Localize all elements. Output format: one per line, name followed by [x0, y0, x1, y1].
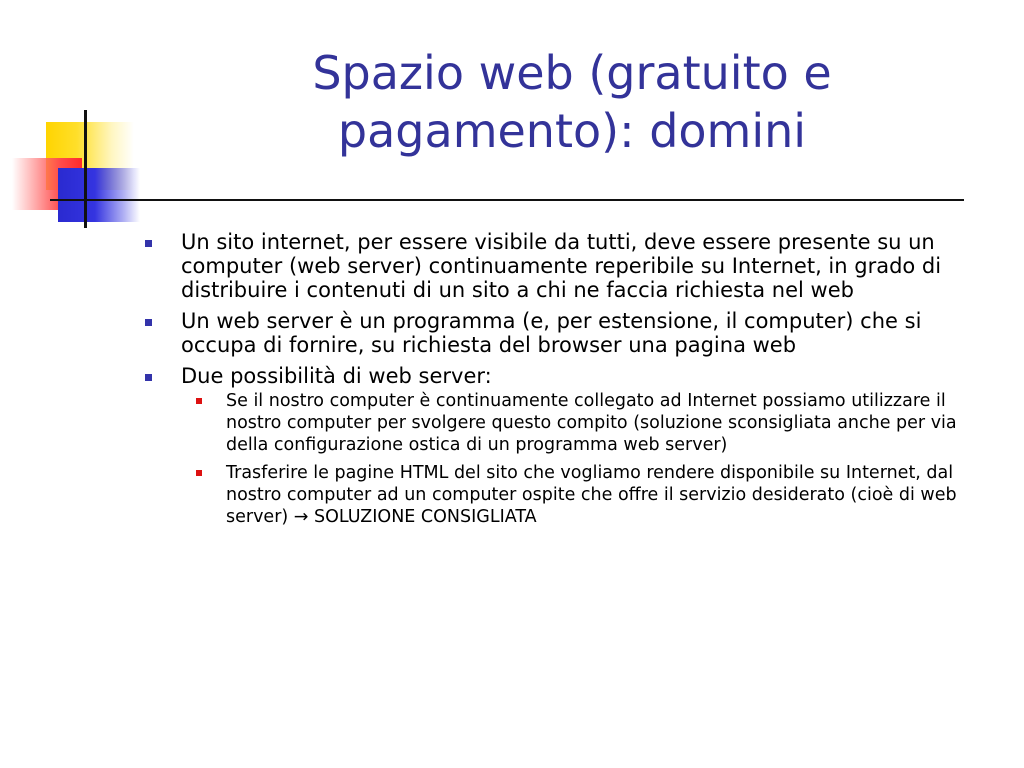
bullet-text: Un sito internet, per essere visibile da tutti, deve essere presente su un computer (web server) continuamente reperibile su Internet, in grado di distribuire i contenuti di un sito a chi ne faccia richiesta nel web: [181, 230, 942, 302]
bullet-text: Un web server è un programma (e, per estensione, il computer) che si occupa di fornire, su richiesta del browser una pagina web: [181, 309, 922, 357]
sub-bullet-item: [181, 462, 980, 528]
title-divider-line: [50, 199, 964, 201]
sub-bullet-item: [181, 390, 980, 456]
red-square-bullet-icon: [196, 398, 202, 404]
slide-content: [140, 230, 1000, 535]
square-bullet-icon: [145, 319, 152, 326]
red-square-bullet-icon: [196, 470, 202, 476]
bullet-list: [140, 230, 1000, 528]
decor-vertical-line: [84, 110, 87, 228]
sub-bullet-text: Se il nostro computer è continuamente collegato ad Internet possiamo utilizzare il nostro computer per svolgere questo compito (soluzione sconsigliata anche per via della configurazione ostica di un programma web server): [226, 391, 957, 455]
square-bullet-icon: [145, 240, 152, 247]
bullet-item: [140, 364, 1003, 528]
sub-bullet-list: [181, 390, 1003, 528]
decor-blue-square: [58, 168, 140, 222]
slide-title: Spazio web (gratuito e pagamento): domini: [312, 46, 832, 158]
bullet-item: [140, 230, 1003, 302]
bullet-item: [140, 309, 1003, 357]
bullet-text: Due possibilità di web server:: [181, 364, 492, 388]
sub-bullet-text: Trasferire le pagine HTML del sito che vogliamo rendere disponibile su Internet, dal nostro computer ad un computer ospite che offre il servizio desiderato (cioè di web server) → SOLUZIONE CONSIGLIATA: [226, 463, 957, 527]
square-bullet-icon: [145, 374, 152, 381]
